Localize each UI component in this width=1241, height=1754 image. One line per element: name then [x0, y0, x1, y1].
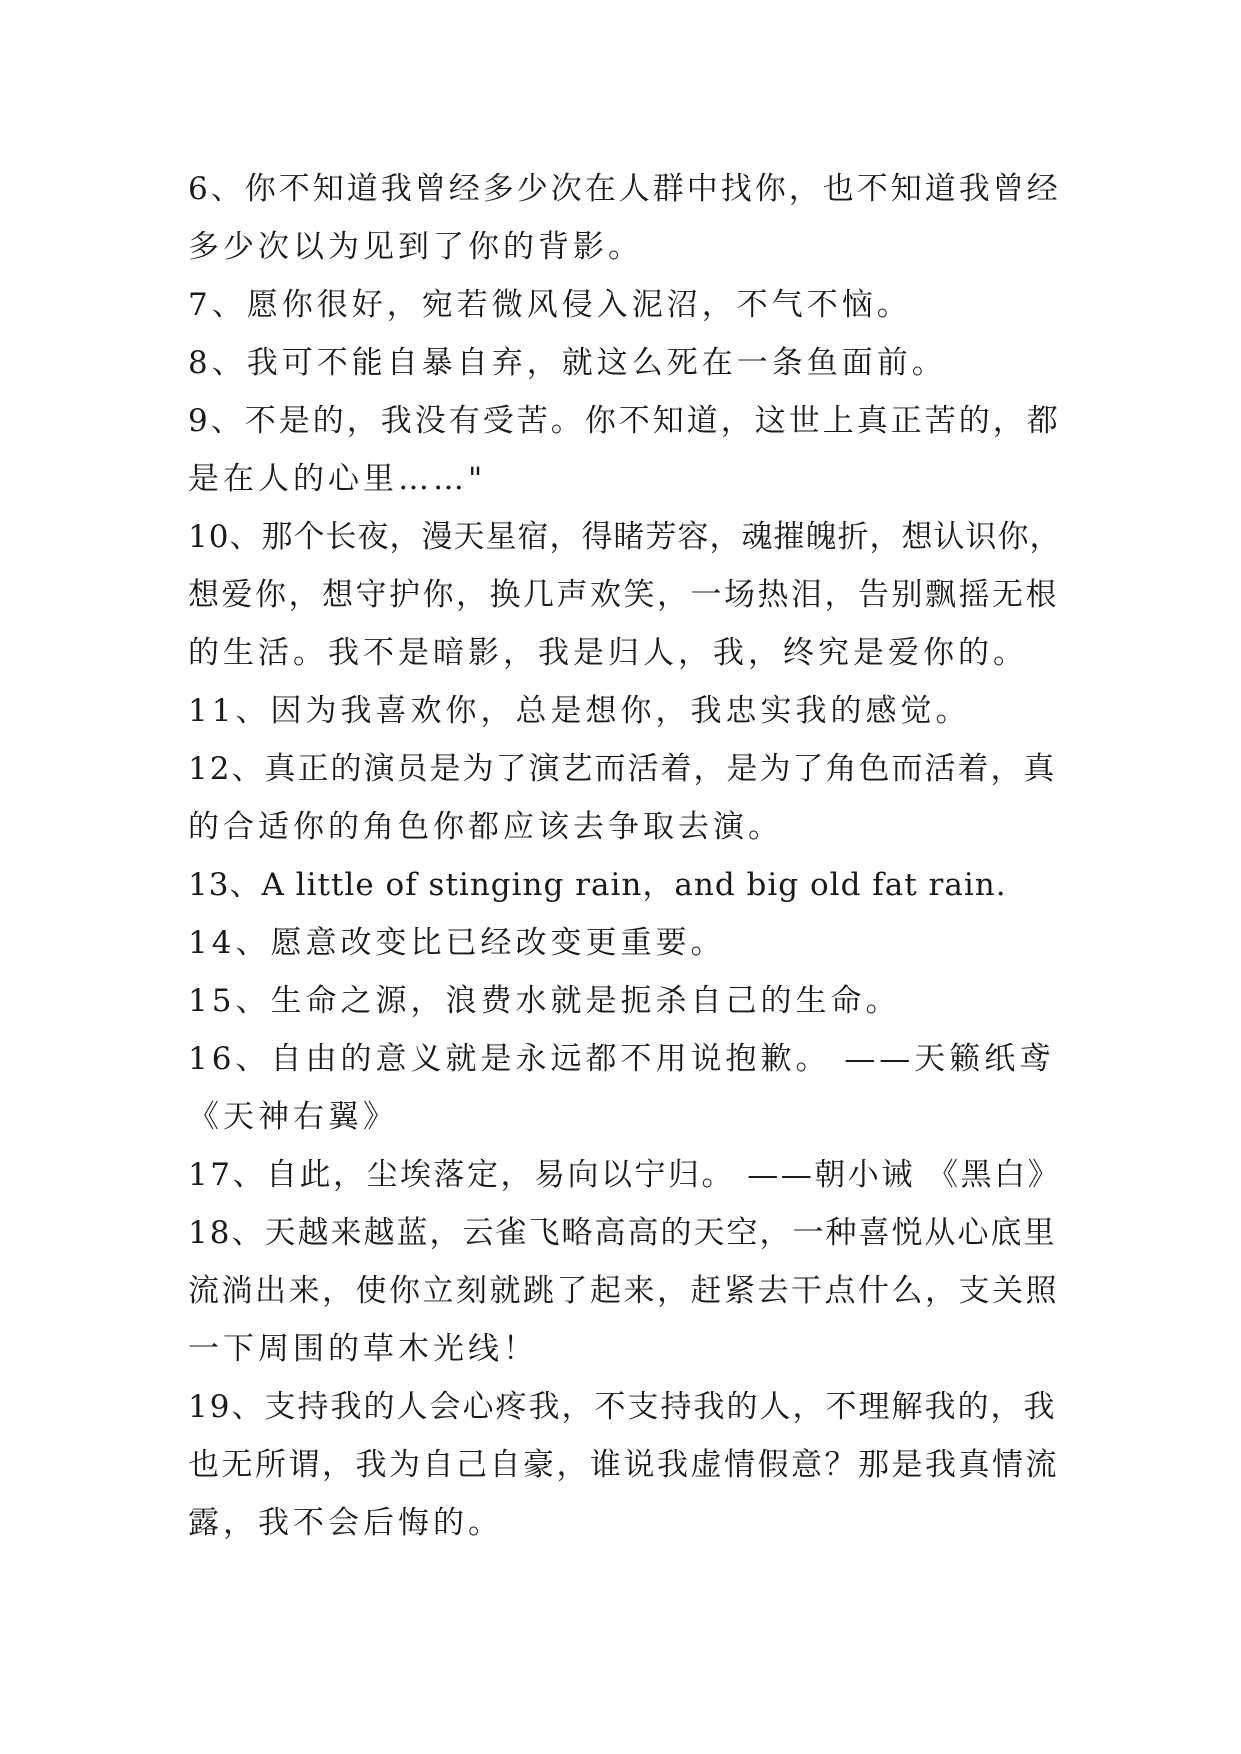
- text-line: 12、真正的演员是为了演艺而活着，是为了角色而活着，真: [188, 751, 1057, 787]
- text-line: 18、天越来越蓝，云雀飞略高高的天空，一种喜悦从心底里: [188, 1215, 1057, 1251]
- text-line: 的生活。我不是暗影，我是归人，我，终究是爱你的。: [188, 635, 1028, 671]
- text-line: 多少次以为见到了你的背影。: [188, 229, 643, 265]
- text-line: 7、愿你很好，宛若微风侵入泥沼，不气不恼。: [188, 287, 912, 323]
- text-line: 6、你不知道我曾经多少次在人群中找你，也不知道我曾经: [188, 171, 1061, 207]
- text-line: 的合适你的角色你都应该去争取去演。: [188, 809, 783, 845]
- text-line: 流淌出来，使你立刻就跳了起来，赶紧去干点什么，支关照: [188, 1273, 1059, 1309]
- text-line: 露，我不会后悔的。: [188, 1505, 503, 1541]
- text-line: 19、支持我的人会心疼我，不支持我的人，不理解我的，我: [188, 1389, 1057, 1425]
- text-line: 《天神右翼》: [188, 1099, 398, 1135]
- text-line: 14、愿意改变比已经改变更重要。: [188, 925, 726, 961]
- text-line: 8、我可不能自暴自弃，就这么死在一条鱼面前。: [188, 345, 947, 381]
- text-line: 11、因为我喜欢你，总是想你，我忠实我的感觉。: [188, 693, 971, 729]
- text-line: 一下周围的草木光线！: [188, 1331, 538, 1367]
- text-line: 是在人的心里……": [188, 461, 487, 497]
- text-line: 17、自此，尘埃落定，易向以宁归。 ——朝小诫 《黑白》: [188, 1157, 1062, 1193]
- text-line: 16、自由的意义就是永远都不用说抱歉。 ——天籁纸鸢: [188, 1041, 1055, 1077]
- text-line: 10、那个长夜，漫天星宿，得睹芳容，魂摧魄折，想认识你，: [188, 519, 1062, 555]
- text-line: 9、不是的，我没有受苦。你不知道，这世上真正苦的，都: [188, 403, 1061, 439]
- text-line: 也无所谓，我为自己自豪，谁说我虚情假意？那是我真情流: [188, 1447, 1059, 1483]
- document-body: [188, 160, 1068, 1552]
- text-line: 15、生命之源，浪费水就是扼杀自己的生命。: [188, 983, 901, 1019]
- text-line: 想爱你，想守护你，换几声欢笑，一场热泪，告别飘摇无根: [188, 577, 1059, 613]
- text-line: 13、A little of stinging rain，and big old fat rain.: [188, 867, 1007, 903]
